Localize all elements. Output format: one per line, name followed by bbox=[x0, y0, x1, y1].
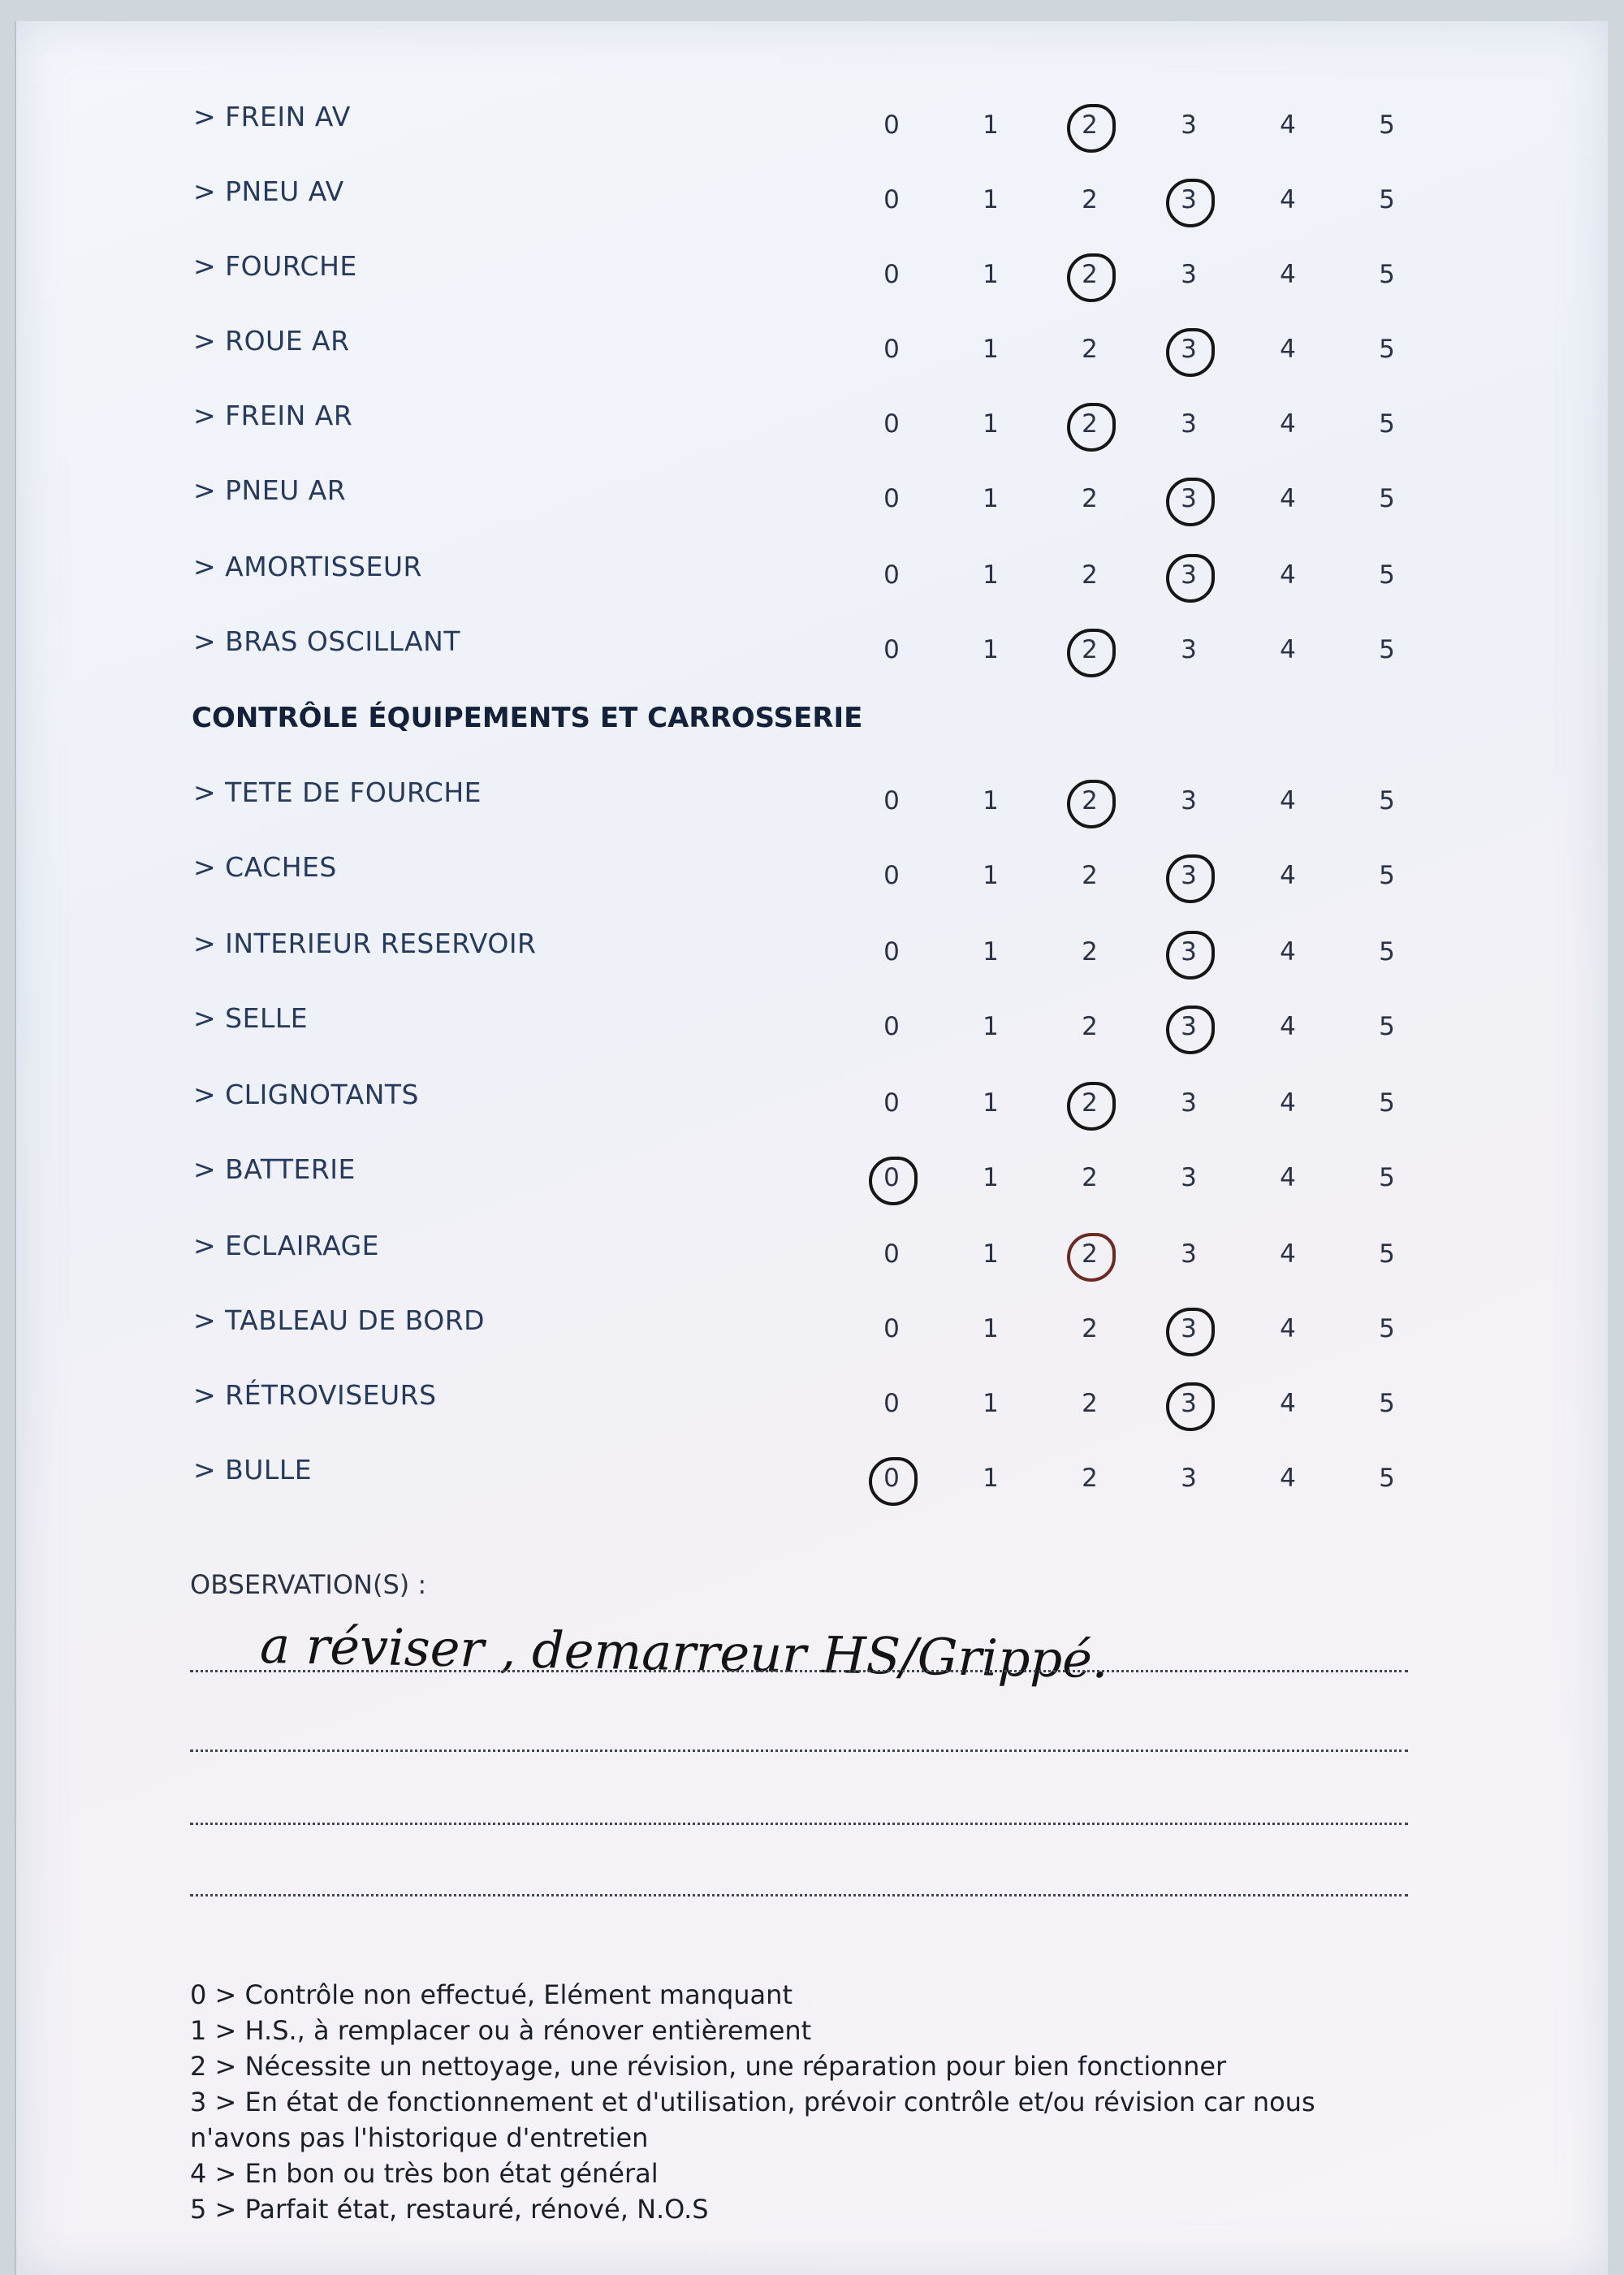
score-option-0: 0 bbox=[883, 1088, 900, 1118]
score-option-2: 2 bbox=[1082, 937, 1098, 967]
score-option-5: 5 bbox=[1379, 409, 1395, 439]
observation-line-4 bbox=[190, 1894, 1408, 1897]
legend-line: 1 > H.S., à remplacer ou à rénover entièrement bbox=[190, 2015, 812, 2046]
score-option-4: 4 bbox=[1280, 409, 1296, 439]
score-option-4: 4 bbox=[1280, 1012, 1296, 1041]
score-option-1: 1 bbox=[983, 861, 999, 890]
score-option-3: 3 bbox=[1173, 185, 1205, 214]
checklist-item-label: > RÉTROVISEURS bbox=[193, 1379, 437, 1411]
score-option-1: 1 bbox=[983, 937, 999, 967]
observation-line-3 bbox=[190, 1823, 1408, 1825]
checklist-item-label: > ECLAIRAGE bbox=[193, 1230, 379, 1261]
score-option-5: 5 bbox=[1379, 1314, 1395, 1343]
checklist-row bbox=[16, 325, 1608, 374]
score-option-3: 3 bbox=[1181, 409, 1197, 439]
score-option-3: 3 bbox=[1173, 484, 1205, 513]
checklist-item-label: > BATTERIE bbox=[193, 1153, 356, 1185]
score-option-1: 1 bbox=[983, 335, 999, 364]
score-option-2: 2 bbox=[1073, 635, 1106, 664]
checklist-item-label: > CACHES bbox=[193, 851, 337, 883]
score-option-4: 4 bbox=[1280, 937, 1296, 967]
score-option-5: 5 bbox=[1379, 484, 1395, 513]
checklist-row bbox=[16, 1153, 1608, 1202]
checklist-item-label: > BULLE bbox=[193, 1454, 313, 1486]
score-legend bbox=[190, 1977, 1408, 2227]
score-option-5: 5 bbox=[1379, 1163, 1395, 1192]
checklist-row bbox=[16, 928, 1608, 976]
score-option-4: 4 bbox=[1280, 185, 1296, 214]
score-option-0: 0 bbox=[883, 635, 900, 664]
score-option-1: 1 bbox=[983, 1314, 999, 1343]
score-option-0: 0 bbox=[883, 185, 900, 214]
score-option-0: 0 bbox=[883, 110, 900, 140]
score-option-2: 2 bbox=[1073, 1088, 1106, 1118]
section-title-equipment: CONTRÔLE ÉQUIPEMENTS ET CARROSSERIE bbox=[192, 702, 863, 734]
score-option-2: 2 bbox=[1082, 861, 1098, 890]
score-option-2: 2 bbox=[1073, 786, 1106, 815]
score-option-2: 2 bbox=[1082, 1012, 1098, 1041]
score-option-4: 4 bbox=[1280, 1163, 1296, 1192]
checklist-row bbox=[16, 1379, 1608, 1428]
score-option-5: 5 bbox=[1379, 1012, 1395, 1041]
score-option-4: 4 bbox=[1280, 1314, 1296, 1343]
score-option-3: 3 bbox=[1173, 937, 1205, 967]
score-option-0: 0 bbox=[883, 861, 900, 890]
legend-line: 3 > En état de fonctionnement et d'utilisation, prévoir contrôle et/ou révision car nous bbox=[190, 2087, 1315, 2117]
legend-line: n'avons pas l'historique d'entretien bbox=[190, 2122, 649, 2153]
score-option-1: 1 bbox=[983, 1163, 999, 1192]
checklist-item-label: > CLIGNOTANTS bbox=[193, 1079, 419, 1110]
score-option-3: 3 bbox=[1173, 335, 1205, 364]
legend-line: 0 > Contrôle non effectué, Elément manquant bbox=[190, 1979, 793, 2010]
observation-line-2 bbox=[190, 1750, 1408, 1752]
checklist-row bbox=[16, 101, 1608, 149]
observations-label: OBSERVATION(S) : bbox=[190, 1569, 427, 1600]
checklist-row bbox=[16, 250, 1608, 299]
score-option-3: 3 bbox=[1181, 1088, 1197, 1118]
checklist-item-label: > SELLE bbox=[193, 1002, 309, 1034]
checklist-item-label: > TETE DE FOURCHE bbox=[193, 776, 482, 808]
score-option-1: 1 bbox=[983, 185, 999, 214]
checklist-item-label: > PNEU AV bbox=[193, 175, 344, 207]
score-option-4: 4 bbox=[1280, 1088, 1296, 1118]
score-option-4: 4 bbox=[1280, 484, 1296, 513]
score-option-5: 5 bbox=[1379, 861, 1395, 890]
score-option-2: 2 bbox=[1082, 560, 1098, 590]
checklist-item-label: > FREIN AV bbox=[193, 101, 351, 132]
score-option-3: 3 bbox=[1181, 1163, 1197, 1192]
checklist-row bbox=[16, 474, 1608, 523]
score-option-5: 5 bbox=[1379, 560, 1395, 590]
checklist-item-label: > FREIN AR bbox=[193, 400, 353, 431]
legend-line: 5 > Parfait état, restauré, rénové, N.O.S bbox=[190, 2194, 709, 2225]
score-option-1: 1 bbox=[983, 1389, 999, 1418]
observation-line-1 bbox=[190, 1670, 1408, 1672]
score-option-3: 3 bbox=[1173, 560, 1205, 590]
checklist-row bbox=[16, 1002, 1608, 1051]
score-option-5: 5 bbox=[1379, 1239, 1395, 1269]
score-option-0: 0 bbox=[883, 1012, 900, 1041]
score-option-1: 1 bbox=[983, 635, 999, 664]
score-option-3: 3 bbox=[1173, 1012, 1205, 1041]
checklist-item-label: > AMORTISSEUR bbox=[193, 551, 422, 582]
score-option-2: 2 bbox=[1082, 1389, 1098, 1418]
score-option-5: 5 bbox=[1379, 635, 1395, 664]
score-option-5: 5 bbox=[1379, 185, 1395, 214]
score-option-4: 4 bbox=[1280, 110, 1296, 140]
score-option-4: 4 bbox=[1280, 560, 1296, 590]
score-option-4: 4 bbox=[1280, 335, 1296, 364]
score-option-0: 0 bbox=[883, 937, 900, 967]
checklist-row bbox=[16, 551, 1608, 599]
score-option-0: 0 bbox=[875, 1464, 908, 1493]
score-option-2: 2 bbox=[1082, 185, 1098, 214]
score-option-4: 4 bbox=[1280, 786, 1296, 815]
score-option-3: 3 bbox=[1173, 861, 1205, 890]
score-option-2: 2 bbox=[1082, 1464, 1098, 1493]
score-option-3: 3 bbox=[1181, 1464, 1197, 1493]
score-option-1: 1 bbox=[983, 1464, 999, 1493]
score-option-5: 5 bbox=[1379, 110, 1395, 140]
score-option-2: 2 bbox=[1082, 335, 1098, 364]
checklist-item-label: > INTERIEUR RESERVOIR bbox=[193, 928, 537, 959]
score-option-0: 0 bbox=[883, 560, 900, 590]
score-option-5: 5 bbox=[1379, 260, 1395, 289]
score-option-4: 4 bbox=[1280, 260, 1296, 289]
legend-line: 2 > Nécessite un nettoyage, une révision, une réparation pour bien fonctionner bbox=[190, 2051, 1227, 2082]
score-option-5: 5 bbox=[1379, 1389, 1395, 1418]
score-option-5: 5 bbox=[1379, 937, 1395, 967]
score-option-3: 3 bbox=[1181, 260, 1197, 289]
score-option-4: 4 bbox=[1280, 1239, 1296, 1269]
score-option-3: 3 bbox=[1173, 1389, 1205, 1418]
score-option-3: 3 bbox=[1181, 786, 1197, 815]
score-option-1: 1 bbox=[983, 560, 999, 590]
score-option-5: 5 bbox=[1379, 1464, 1395, 1493]
checklist-row bbox=[16, 776, 1608, 825]
score-option-2: 2 bbox=[1073, 409, 1106, 439]
score-option-5: 5 bbox=[1379, 786, 1395, 815]
checklist-item-label: > TABLEAU DE BORD bbox=[193, 1304, 486, 1336]
score-option-3: 3 bbox=[1173, 1314, 1205, 1343]
score-option-2: 2 bbox=[1082, 1314, 1098, 1343]
legend-line: 4 > En bon ou très bon état général bbox=[190, 2158, 659, 2189]
score-option-3: 3 bbox=[1181, 1239, 1197, 1269]
score-option-2: 2 bbox=[1073, 1239, 1106, 1269]
score-option-0: 0 bbox=[883, 335, 900, 364]
score-option-0: 0 bbox=[883, 1314, 900, 1343]
checklist-row bbox=[16, 1079, 1608, 1127]
score-option-0: 0 bbox=[875, 1163, 908, 1192]
score-option-2: 2 bbox=[1073, 110, 1106, 140]
score-option-1: 1 bbox=[983, 110, 999, 140]
checklist-row bbox=[16, 400, 1608, 448]
score-option-4: 4 bbox=[1280, 1389, 1296, 1418]
score-option-4: 4 bbox=[1280, 861, 1296, 890]
score-option-1: 1 bbox=[983, 786, 999, 815]
score-option-2: 2 bbox=[1082, 484, 1098, 513]
score-option-1: 1 bbox=[983, 484, 999, 513]
checklist-row bbox=[16, 1454, 1608, 1503]
checklist-row bbox=[16, 175, 1608, 224]
score-option-3: 3 bbox=[1181, 635, 1197, 664]
score-option-4: 4 bbox=[1280, 635, 1296, 664]
score-option-5: 5 bbox=[1379, 1088, 1395, 1118]
observations-handwritten-text: a réviser , demarreur HS/Grippé. bbox=[259, 1615, 1109, 1690]
checklist-row bbox=[16, 1304, 1608, 1353]
score-option-0: 0 bbox=[883, 484, 900, 513]
checklist-item-label: > ROUE AR bbox=[193, 325, 350, 357]
score-option-3: 3 bbox=[1181, 110, 1197, 140]
score-option-1: 1 bbox=[983, 260, 999, 289]
score-option-0: 0 bbox=[883, 1389, 900, 1418]
score-option-5: 5 bbox=[1379, 335, 1395, 364]
checklist-item-label: > PNEU AR bbox=[193, 474, 347, 506]
score-option-1: 1 bbox=[983, 1239, 999, 1269]
checklist-row bbox=[16, 625, 1608, 674]
score-option-1: 1 bbox=[983, 1088, 999, 1118]
score-option-0: 0 bbox=[883, 409, 900, 439]
checklist-row bbox=[16, 851, 1608, 900]
score-option-0: 0 bbox=[883, 260, 900, 289]
score-option-1: 1 bbox=[983, 1012, 999, 1041]
score-option-0: 0 bbox=[883, 1239, 900, 1269]
checklist-sheet bbox=[15, 21, 1608, 2275]
score-option-4: 4 bbox=[1280, 1464, 1296, 1493]
score-option-1: 1 bbox=[983, 409, 999, 439]
score-option-0: 0 bbox=[883, 786, 900, 815]
checklist-item-label: > FOURCHE bbox=[193, 250, 357, 282]
score-option-2: 2 bbox=[1073, 260, 1106, 289]
checklist-item-label: > BRAS OSCILLANT bbox=[193, 625, 461, 657]
checklist-row bbox=[16, 1230, 1608, 1278]
score-option-2: 2 bbox=[1082, 1163, 1098, 1192]
